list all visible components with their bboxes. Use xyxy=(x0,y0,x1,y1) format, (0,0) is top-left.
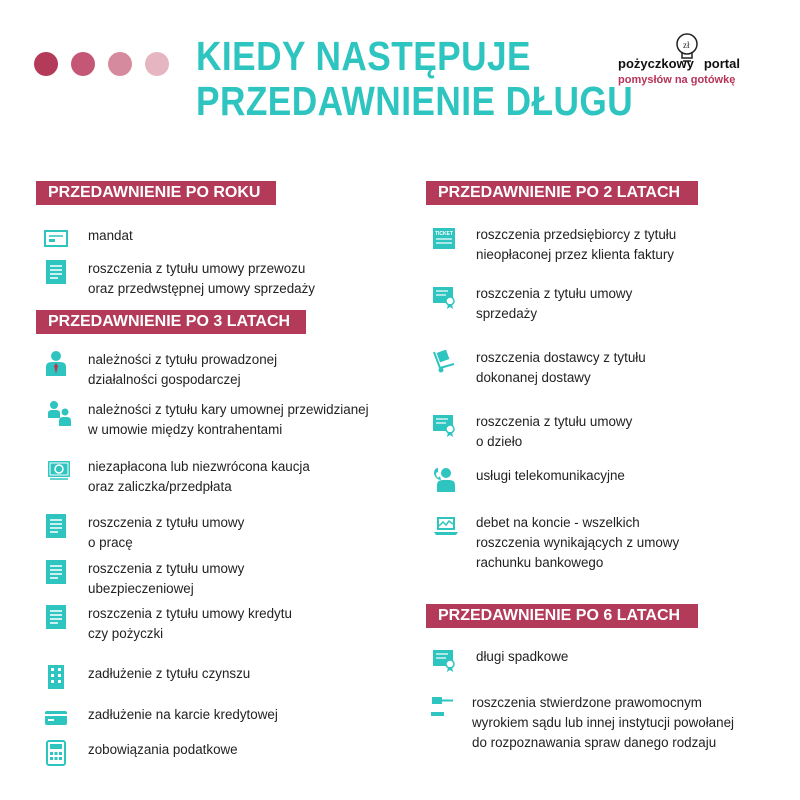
item-text: należności z tytułu prowadzonej działalności gospodarczej xyxy=(88,352,278,387)
hand-truck-icon xyxy=(432,348,456,374)
list-item xyxy=(44,400,369,440)
item-text: zadłużenie na karcie kredytowej xyxy=(88,707,278,722)
ticket-icon xyxy=(44,226,68,252)
document-icon xyxy=(44,513,68,539)
page-title xyxy=(196,34,633,124)
item-text: roszczenia z tytułu umowy kredytu czy pożyczki xyxy=(88,606,292,641)
credit-card-icon xyxy=(44,705,68,731)
svg-text:zł: zł xyxy=(683,40,690,50)
building-icon xyxy=(44,664,68,690)
document-icon xyxy=(44,259,68,285)
document-icon xyxy=(44,604,68,630)
list-item xyxy=(44,559,244,599)
list-item xyxy=(44,513,244,553)
item-text: należności z tytułu kary umownej przewidzianej w umowie między kontrahentami xyxy=(88,402,369,437)
calculator-icon xyxy=(44,740,68,766)
item-text: roszczenia z tytułu umowy sprzedaży xyxy=(476,286,633,321)
list-item xyxy=(432,513,679,573)
laptop-chart-icon xyxy=(432,513,460,539)
logo xyxy=(612,32,762,92)
logo-word-2: portal xyxy=(703,56,740,71)
list-item xyxy=(432,225,676,265)
item-text: debet na koncie - wszelkich roszczenia wynikających z umowy rachunku bankowego xyxy=(476,515,680,570)
certificate-icon xyxy=(432,284,456,310)
list-item xyxy=(428,693,734,753)
list-item xyxy=(44,350,277,390)
logo-tagline: pomysłów na gotówkę xyxy=(618,74,736,86)
banknote-icon xyxy=(44,457,74,483)
title-line-2: PRZEDAWNIENIE DŁUGU xyxy=(196,78,634,124)
list-item xyxy=(432,348,646,388)
invoice-ticket-icon xyxy=(432,225,456,251)
logo-wordmark xyxy=(618,56,740,71)
phone-operator-icon xyxy=(432,466,456,492)
list-item xyxy=(44,604,292,644)
item-text: roszczenia z tytułu umowy przewozu oraz przedwstępnej umowy sprzedaży xyxy=(88,261,316,296)
list-item xyxy=(432,466,625,492)
businessman-icon xyxy=(44,350,68,376)
dot-2 xyxy=(71,52,95,76)
item-text: zadłużenie z tytułu czynszu xyxy=(88,666,251,681)
list-item xyxy=(44,705,278,731)
section-header-6-lat: PRZEDAWNIENIE PO 6 LATACH xyxy=(426,604,698,628)
item-text: roszczenia dostawcy z tytułu dokonanej dostawy xyxy=(476,350,646,385)
list-item xyxy=(44,457,310,497)
list-item xyxy=(44,259,315,299)
dot-3 xyxy=(108,52,132,76)
title-line-1: KIEDY NASTĘPUJE xyxy=(196,33,531,79)
list-item xyxy=(44,740,238,766)
dot-4 xyxy=(145,52,169,76)
list-item xyxy=(432,412,632,452)
decorative-dots xyxy=(34,52,169,76)
item-text: niezapłacona lub niezwrócona kaucja oraz zaliczka/przedpłata xyxy=(88,459,310,494)
item-text: roszczenia stwierdzone prawomocnym wyrokiem sądu lub innej instytucji powołanej do rozpoznawania spraw danego rodzaju xyxy=(472,695,734,750)
section-header-2-lata: PRZEDAWNIENIE PO 2 LATACH xyxy=(426,181,698,205)
document-icon xyxy=(44,559,68,585)
ticket-label: TICKET xyxy=(434,231,454,237)
item-text: mandat xyxy=(88,228,133,243)
list-item xyxy=(432,284,632,324)
section-header-rok: PRZEDAWNIENIE PO ROKU xyxy=(36,181,276,205)
certificate-icon xyxy=(432,412,456,438)
list-item xyxy=(44,226,133,252)
item-text: długi spadkowe xyxy=(476,649,569,664)
gavel-icon xyxy=(428,693,456,719)
item-text: zobowiązania podatkowe xyxy=(88,742,238,757)
logo-word-1: pożyczkowy xyxy=(618,56,694,71)
certificate-icon xyxy=(432,647,456,673)
item-text: usługi telekomunikacyjne xyxy=(476,468,625,483)
list-item xyxy=(44,664,250,690)
section-header-3-lata: PRZEDAWNIENIE PO 3 LATACH xyxy=(36,310,306,334)
item-text: roszczenia z tytułu umowy ubezpieczeniowej xyxy=(88,561,245,596)
item-text: roszczenia przedsiębiorcy z tytułu nieopłaconej przez klienta faktury xyxy=(476,227,677,262)
two-people-icon xyxy=(44,400,74,426)
dot-1 xyxy=(34,52,58,76)
item-text: roszczenia z tytułu umowy o pracę xyxy=(88,515,245,550)
item-text: roszczenia z tytułu umowy o dzieło xyxy=(476,414,633,449)
list-item xyxy=(432,647,568,673)
